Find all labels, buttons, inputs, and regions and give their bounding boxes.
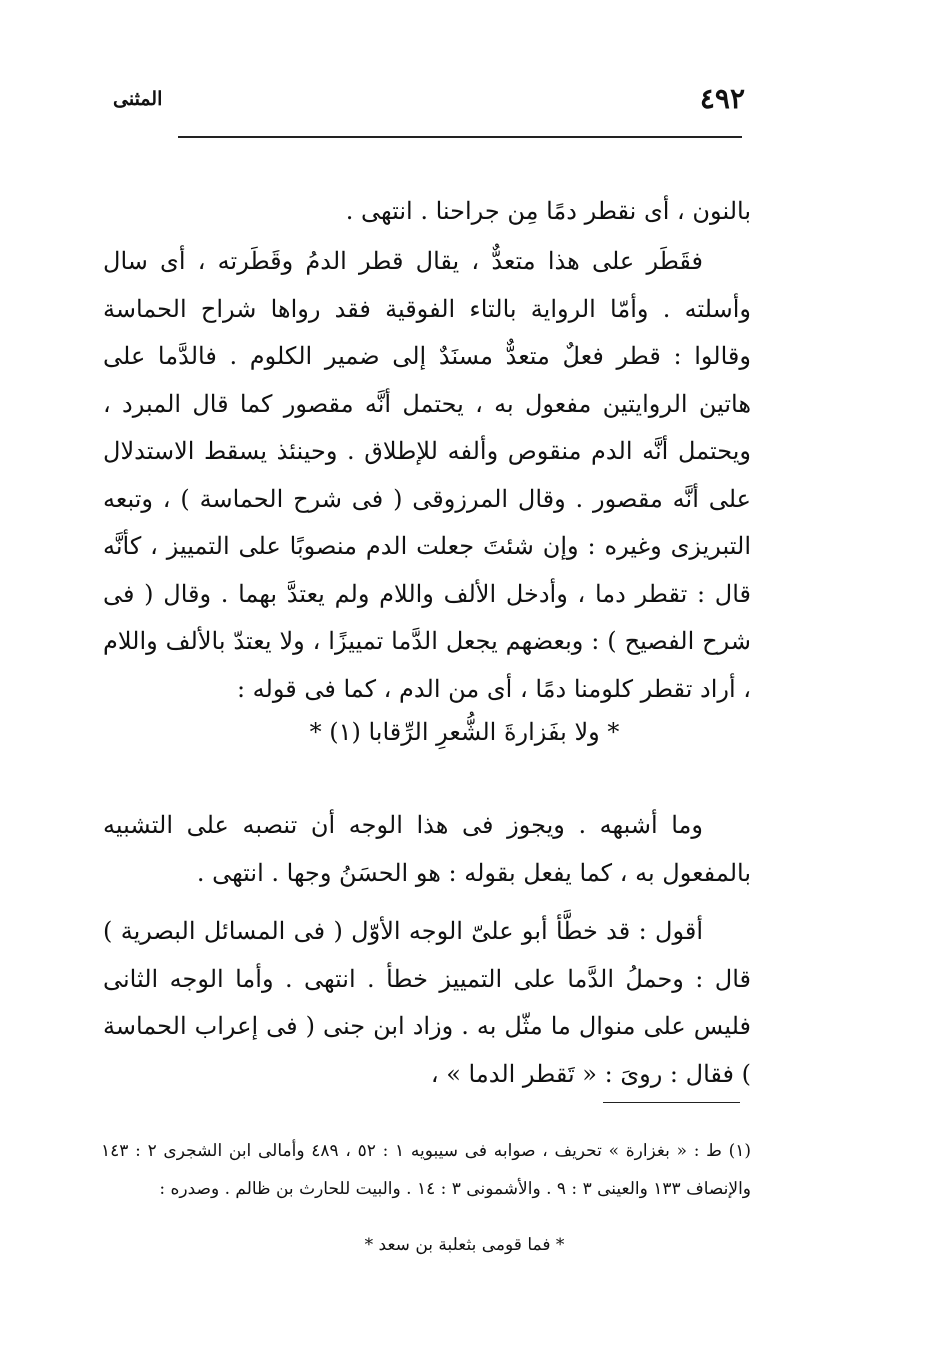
footnote-divider <box>603 1102 740 1103</box>
paragraph-2: فقَطَر على هذا متعدٌّ ، يقال قطر الدمُ وقَطَرته ، أى سال وأسلته . وأمّا الرواية بالتاء الفوقية فقد رواها شراح الحماسة وقالوا : قطر فعلٌ متعدٌّ مسنَدٌ إلى ضمير الكلوم . فالدَّما على هاتين الروايتين مفعول به ، يحتمل أنَّه مقصور كما قال المبرد ، ويحتمل أنَّه الدم منقوص وألفه للإطلاق . وحينئذ يسقط الاستدلال على أنَّه مقصور . وقال المرزوقى ( فى شرح الحماسة ) ، وتبعه التبريزى وغيره : وإن شئتَ جعلت الدم منصوبًا على التمييز ، كأنَّه قال : تقطر دما ، وأدخل الألف واللام ولم يعتدَّ بهما . وقال ( فى شرح الفصيح ) : وبعضهم يجعل الدَّما تمييزًا ، ولا يعتدّ بالألف واللام ، أراد تقطر كلومنا دمًا ، أى من الدم ، كما فى قوله : <box>103 247 751 703</box>
header-divider <box>178 136 742 138</box>
footnote-verse: * فما قومى بثعلبة بن سعد * <box>364 1235 565 1255</box>
paragraph-3: وما أشبهه . ويجوز فى هذا الوجه أن تنصبه على التشبيه بالمفعول به ، كما يفعل بقوله : هو الحسَنُ وجها . انتهى . <box>103 811 751 887</box>
verse-quote: * ولا بفَزارةَ الشُّعرِ الرِّقابا (١) * <box>309 718 620 746</box>
page-number: ٤٩٢ <box>699 82 745 115</box>
footnote-1: (١) ط : « بغزارة » تحريف ، صوابه فى سيبويه ١ : ٥٢ ، ٤٨٩ وأمالى ابن الشجرى ٢ : ١٤٣ والإنصاف ١٣٣ والعينى ٣ : ٩ . والأشمونى ٣ : ١٤ . والبيت للحارث بن ظالم . وصدره : <box>101 1141 751 1199</box>
paragraph-1: بالنون ، أى نقطر دمًا مِن جراحنا . انتهى . <box>345 197 751 225</box>
paragraph-4: أقول : قد خطَّأ أبو علىّ الوجه الأوّل ( فى المسائل البصرية ) قال : وحملُ الدَّما على التمييز خطأ . انتهى . وأما الوجه الثانى فليس على منوال ما مثّل به . وزاد ابن جنى ( فى إعراب الحماسة ) فقال : روىَ : « تَقطر الدما » ، <box>103 917 751 1088</box>
running-title: المثنى <box>113 88 163 110</box>
